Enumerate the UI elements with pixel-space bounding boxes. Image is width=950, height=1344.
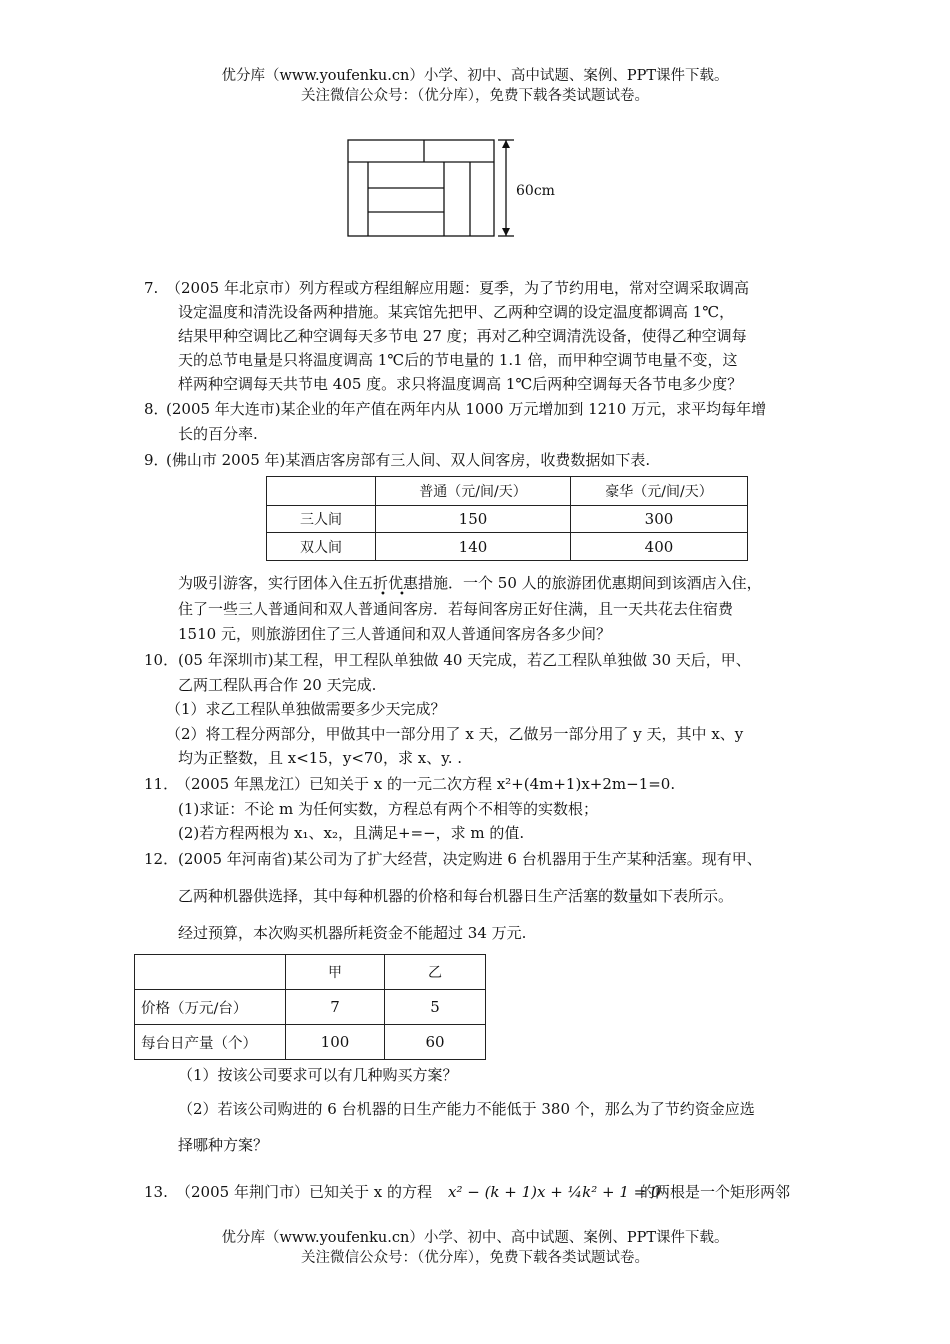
- q9-intro: (佛山市 2005 年)某酒店客房部有三人间、双人间客房，收费数据如下表.: [166, 451, 651, 469]
- q10-line-5: 均为正整数，且 x<15，y<70，求 x、y. .: [178, 749, 463, 767]
- q13-suffix: 的两根是一个矩形两邻: [640, 1183, 791, 1201]
- q11-line-1: （2005 年黑龙江）已知关于 x 的一元二次方程 x²+(4m+1)x+2m−1=0.: [176, 775, 676, 793]
- q12-line-1: (2005 年河南省)某公司为了扩大经营，决定购进 6 台机器用于生产某种活塞。现有甲、: [178, 850, 762, 868]
- q11-line-3: (2)若方程两根为 x₁、x₂，且满足+=−，求 m 的值.: [178, 824, 525, 842]
- q12-sub-1: （1）按该公司要求可以有几种购买方案？: [178, 1066, 458, 1084]
- machine-table: [134, 954, 486, 1060]
- q9-line-1: 为吸引游客，实行团体入住五折优惠措施．一个 50 人的旅游团优惠期间到该酒店入住，: [178, 574, 762, 592]
- q7-line-4: 天的总节电量是只将温度调高 1℃后的节电量的 1.1 倍，而甲种空调节电量不变，这: [178, 351, 738, 369]
- header-line-2: 关注微信公众号：（优分库），免费下载各类试题试卷。: [301, 88, 649, 104]
- table-header-cell: 豪华（元/间/天）: [571, 477, 748, 506]
- q7-line-3: 结果甲种空调比乙种空调每天多节电 27 度；再对乙种空调清洗设备，使得乙种空调每: [178, 327, 747, 345]
- footer-line-1: 优分库（www.youfenku.cn）小学、初中、高中试题、案例、PPT课件下载。: [221, 1230, 729, 1246]
- q11-number: 11．: [144, 775, 179, 793]
- table-cell: 三人间: [267, 506, 376, 533]
- table-cell: 价格（万元/台）: [135, 990, 286, 1025]
- q12-sub-3: 择哪种方案？: [178, 1136, 269, 1154]
- machine-header-row: [135, 955, 486, 990]
- q8-number: 8．: [144, 400, 169, 418]
- table-header-cell: 普通（元/间/天）: [376, 477, 571, 506]
- figure-dimension-label: 60cm: [516, 183, 555, 199]
- q9-line-3: 1510 元，则旅游团住了三人普通间和双人普通间客房各多少间？: [178, 625, 611, 643]
- table-header-cell: 甲: [286, 955, 385, 990]
- table-cell: 150: [376, 506, 571, 533]
- table-header-cell: [135, 955, 286, 990]
- emphasis-dot: •: [399, 589, 405, 600]
- q12-line-3: 经过预算，本次购买机器所耗资金不能超过 34 万元.: [178, 924, 527, 942]
- header-line-1: 优分库（www.youfenku.cn）小学、初中、高中试题、案例、PPT课件下载。: [221, 68, 729, 84]
- q7-line-5: 样两种空调每天共节电 405 度。求只将温度调高 1℃后两种空调每天各节电多少度？: [178, 375, 743, 393]
- table-cell: 300: [571, 506, 748, 533]
- table-cell: 400: [571, 533, 748, 561]
- q13-prefix: （2005 年荆门市）已知关于 x 的方程: [176, 1183, 432, 1201]
- table-cell: 60: [385, 1025, 486, 1060]
- q8-line-1: (2005 年大连市)某企业的年产值在两年内从 1000 万元增加到 1210 万元，求平均每年增: [166, 400, 767, 418]
- q10-line-3: （1）求乙工程队单独做需要多少天完成？: [166, 700, 446, 718]
- q12-line-2: 乙两种机器供选择，其中每种机器的价格和每台机器日生产活塞的数量如下表所示。: [178, 887, 734, 905]
- q10-line-2: 乙两工程队再合作 20 天完成.: [178, 676, 377, 694]
- q11-line-2: (1)求证：不论 m 为任何实数，方程总有两个不相等的实数根；: [178, 800, 599, 818]
- table-cell: 每台日产量（个）: [135, 1025, 286, 1060]
- emphasis-dot: •: [380, 589, 386, 600]
- table-cell: 100: [286, 1025, 385, 1060]
- table-cell: 7: [286, 990, 385, 1025]
- q7-line-1: （2005 年北京市）列方程或方程组解应用题：夏季，为了节约用电，常对空调采取调高: [166, 279, 749, 297]
- q13-equation: x² − (k + 1)x + ¼k² + 1 = 0: [448, 1183, 661, 1201]
- room-rate-table: [266, 476, 748, 561]
- q10-line-4: （2）将工程分两部分，甲做其中一部分用了 x 天，乙做另一部分用了 y 天，其中 x、y: [166, 725, 744, 743]
- q13-number: 13.: [144, 1183, 168, 1201]
- q10-number: 10．: [144, 651, 179, 669]
- q8-line-2: 长的百分率.: [178, 425, 258, 443]
- table-cell: 5: [385, 990, 486, 1025]
- table-header-cell: [267, 477, 376, 506]
- footer-line-2: 关注微信公众号：（优分库），免费下载各类试题试卷。: [301, 1250, 649, 1266]
- q9-line-2: 住了一些三人普通间和双人普通间客房．若每间客房正好住满，且一天共花去住宿费: [178, 600, 734, 618]
- table-row: [135, 1025, 486, 1060]
- q9-number: 9．: [144, 451, 169, 469]
- room-rate-header-row: [267, 477, 748, 506]
- table-cell: 140: [376, 533, 571, 561]
- q12-number: 12．: [144, 850, 179, 868]
- table-row: [267, 533, 748, 561]
- table-row: [267, 506, 748, 533]
- table-row: [135, 990, 486, 1025]
- q10-line-1: (05 年深圳市)某工程，甲工程队单独做 40 天完成，若乙工程队单独做 30 天后，甲、: [178, 651, 751, 669]
- table-header-cell: 乙: [385, 955, 486, 990]
- table-cell: 双人间: [267, 533, 376, 561]
- q12-sub-2: （2）若该公司购进的 6 台机器的日生产能力不能低于 380 个，那么为了节约资金应选: [178, 1100, 755, 1118]
- q7-line-2: 设定温度和清洗设备两种措施。某宾馆先把甲、乙两种空调的设定温度都调高 1℃，: [178, 303, 735, 321]
- q7-number: 7.: [144, 279, 159, 297]
